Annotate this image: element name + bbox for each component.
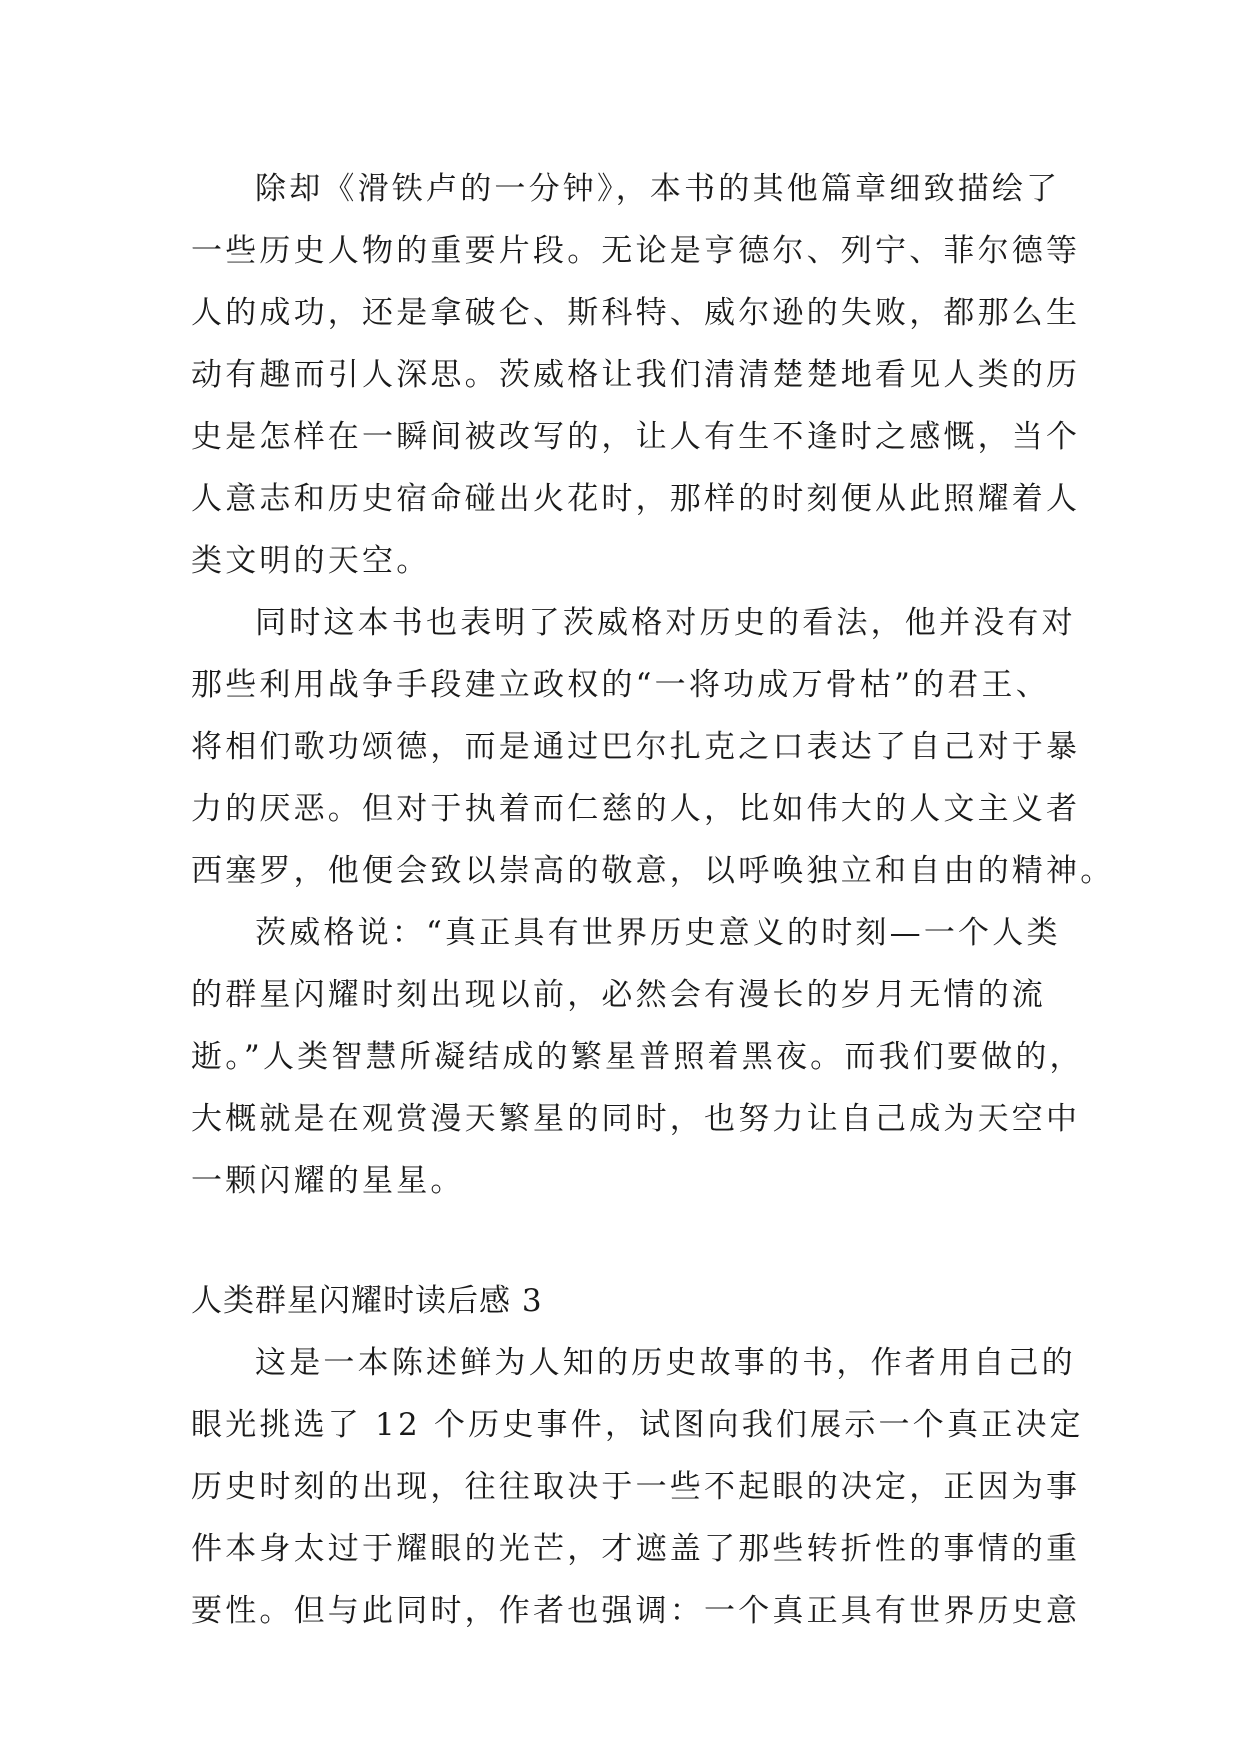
paragraph-line: 西塞罗，他便会致以崇高的敬意，以呼唤独立和自由的精神。 [191, 853, 1115, 889]
paragraph-1 [191, 158, 1081, 592]
paragraph-line: 一颗闪耀的星星。 [191, 1163, 465, 1199]
paragraph-3 [191, 902, 1084, 1212]
paragraph-line: 类文明的天空。 [191, 543, 431, 579]
paragraph-line: 历史时刻的出现，往往取决于一些不起眼的决定，正因为事 [191, 1469, 1081, 1505]
paragraph-line: 件本身太过于耀眼的光芒，才遮盖了那些转折性的事情的重 [191, 1531, 1081, 1567]
section-gap [191, 1212, 1051, 1270]
paragraph-line: 动有趣而引人深思。茨威格让我们清清楚楚地看见人类的历 [191, 357, 1081, 393]
paragraph-line: 人意志和历史宿命碰出火花时，那样的时刻便从此照耀着人 [191, 481, 1081, 517]
paragraph-line: 人的成功，还是拿破仑、斯科特、威尔逊的失败，都那么生 [191, 295, 1081, 331]
paragraph-line: 逝。”人类智慧所凝结成的繁星普照着黑夜。而我们要做的， [191, 1039, 1084, 1075]
paragraph-line: 除却《滑铁卢的一分钟》，本书的其他篇章细致描绘了 [255, 171, 1061, 207]
paragraph-line: 同时这本书也表明了茨威格对历史的看法，他并没有对 [255, 605, 1076, 641]
section-heading: 人类群星闪耀时读后感 3 [191, 1283, 543, 1319]
paragraph-line: 将相们歌功颂德，而是通过巴尔扎克之口表达了自己对于暴 [191, 729, 1081, 765]
document-page [191, 158, 1115, 1642]
paragraph-4 [191, 1332, 1084, 1642]
paragraph-line: 大概就是在观赏漫天繁星的同时，也努力让自己成为天空中 [191, 1101, 1081, 1137]
paragraph-line: 茨威格说：“真正具有世界历史意义的时刻—一个人类 [255, 915, 1061, 951]
paragraph-line: 要性。但与此同时，作者也强调：一个真正具有世界历史意 [191, 1593, 1081, 1629]
paragraph-line: 那些利用战争手段建立政权的“一将功成万骨枯”的君王、 [191, 667, 1050, 703]
paragraph-2 [191, 592, 1115, 902]
paragraph-line: 史是怎样在一瞬间被改写的，让人有生不逢时之感慨，当个 [191, 419, 1081, 455]
paragraph-line: 眼光挑选了 12 个历史事件，试图向我们展示一个真正决定 [191, 1407, 1084, 1443]
paragraph-line: 力的厌恶。但对于执着而仁慈的人，比如伟大的人文主义者 [191, 791, 1081, 827]
paragraph-line: 这是一本陈述鲜为人知的历史故事的书，作者用自己的 [255, 1345, 1076, 1381]
paragraph-line: 一些历史人物的重要片段。无论是亨德尔、列宁、菲尔德等 [191, 233, 1081, 269]
paragraph-line: 的群星闪耀时刻出现以前，必然会有漫长的岁月无情的流 [191, 977, 1046, 1013]
